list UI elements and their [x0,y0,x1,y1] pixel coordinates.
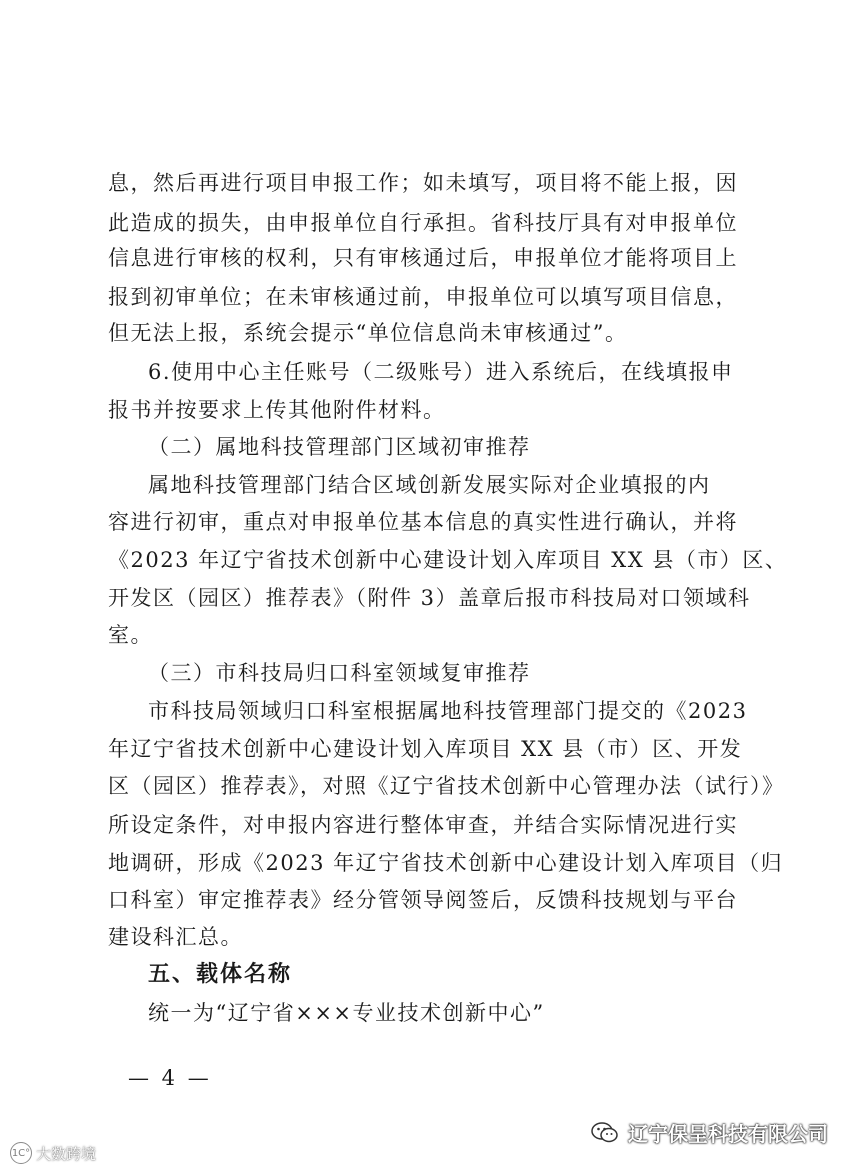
body-line: 《2023 年辽宁省技术创新中心建设计划入库项目 XX 县（市）区、 [108,548,788,572]
body-line: 统一为“辽宁省×××专业技术创新中心” [148,1001,545,1025]
subheading-3: （三）市科技局归口科室领域复审推荐 [148,661,531,685]
watermark-left [10,1142,96,1164]
body-line: 年辽宁省技术创新中心建设计划入库项目 XX 县（市）区、开发 [108,737,743,761]
body-line: 报书并按要求上传其他附件材料。 [108,398,446,422]
body-line: 市科技局领域归口科室根据属地科技管理部门提交的《2023 [148,699,748,723]
body-line: 容进行初审，重点对申报单位基本信息的真实性进行确认，并将 [108,510,738,534]
body-line: 但无法上报，系统会提示“单位信息尚未审核通过”。 [108,321,628,345]
watermark-left-text: 大数跨境 [36,1144,97,1163]
wechat-icon [590,1120,620,1146]
watermark-right-text: 辽宁保呈科技有限公司 [628,1122,828,1146]
body-line: 区（园区）推荐表》，对照《辽宁省技术创新中心管理办法（试行）》 [108,774,785,798]
body-line: 息，然后再进行项目申报工作；如未填写，项目将不能上报，因 [108,171,738,195]
body-line: 报到初审单位；在未审核通过前，申报单位可以填写项目信息， [108,285,738,309]
body-line: 口科室）审定推荐表》经分管领导阅签后，反馈科技规划与平台 [108,888,738,912]
body-line: 所设定条件，对申报内容进行整体审查，并结合实际情况进行实 [108,813,738,837]
body-line: 地调研，形成《2023 年辽宁省技术创新中心建设计划入库项目（归 [108,851,784,875]
subheading-2: （二）属地科技管理部门区域初审推荐 [148,435,531,459]
body-line: 室。 [108,623,153,647]
body-line: 信息进行审核的权利，只有审核通过后，申报单位才能将项目上 [108,246,738,270]
page-number: — 4 — [128,1066,212,1090]
section-title-5: 五、载体名称 [148,962,293,987]
body-line: 此造成的损失，由申报单位自行承担。省科技厅具有对申报单位 [108,211,738,235]
body-line: 属地科技管理部门结合区域创新发展实际对企业填报的内 [148,473,711,497]
watermark-right [590,1118,828,1147]
watermark-badge: 1C° [10,1142,32,1164]
body-line: 6.使用中心主任账号（二级账号）进入系统后，在线填报申 [148,360,734,384]
body-line: 开发区（园区）推荐表》（附件 3）盖章后报市科技局对口领域科 [108,586,751,610]
body-line: 建设科汇总。 [108,925,243,949]
